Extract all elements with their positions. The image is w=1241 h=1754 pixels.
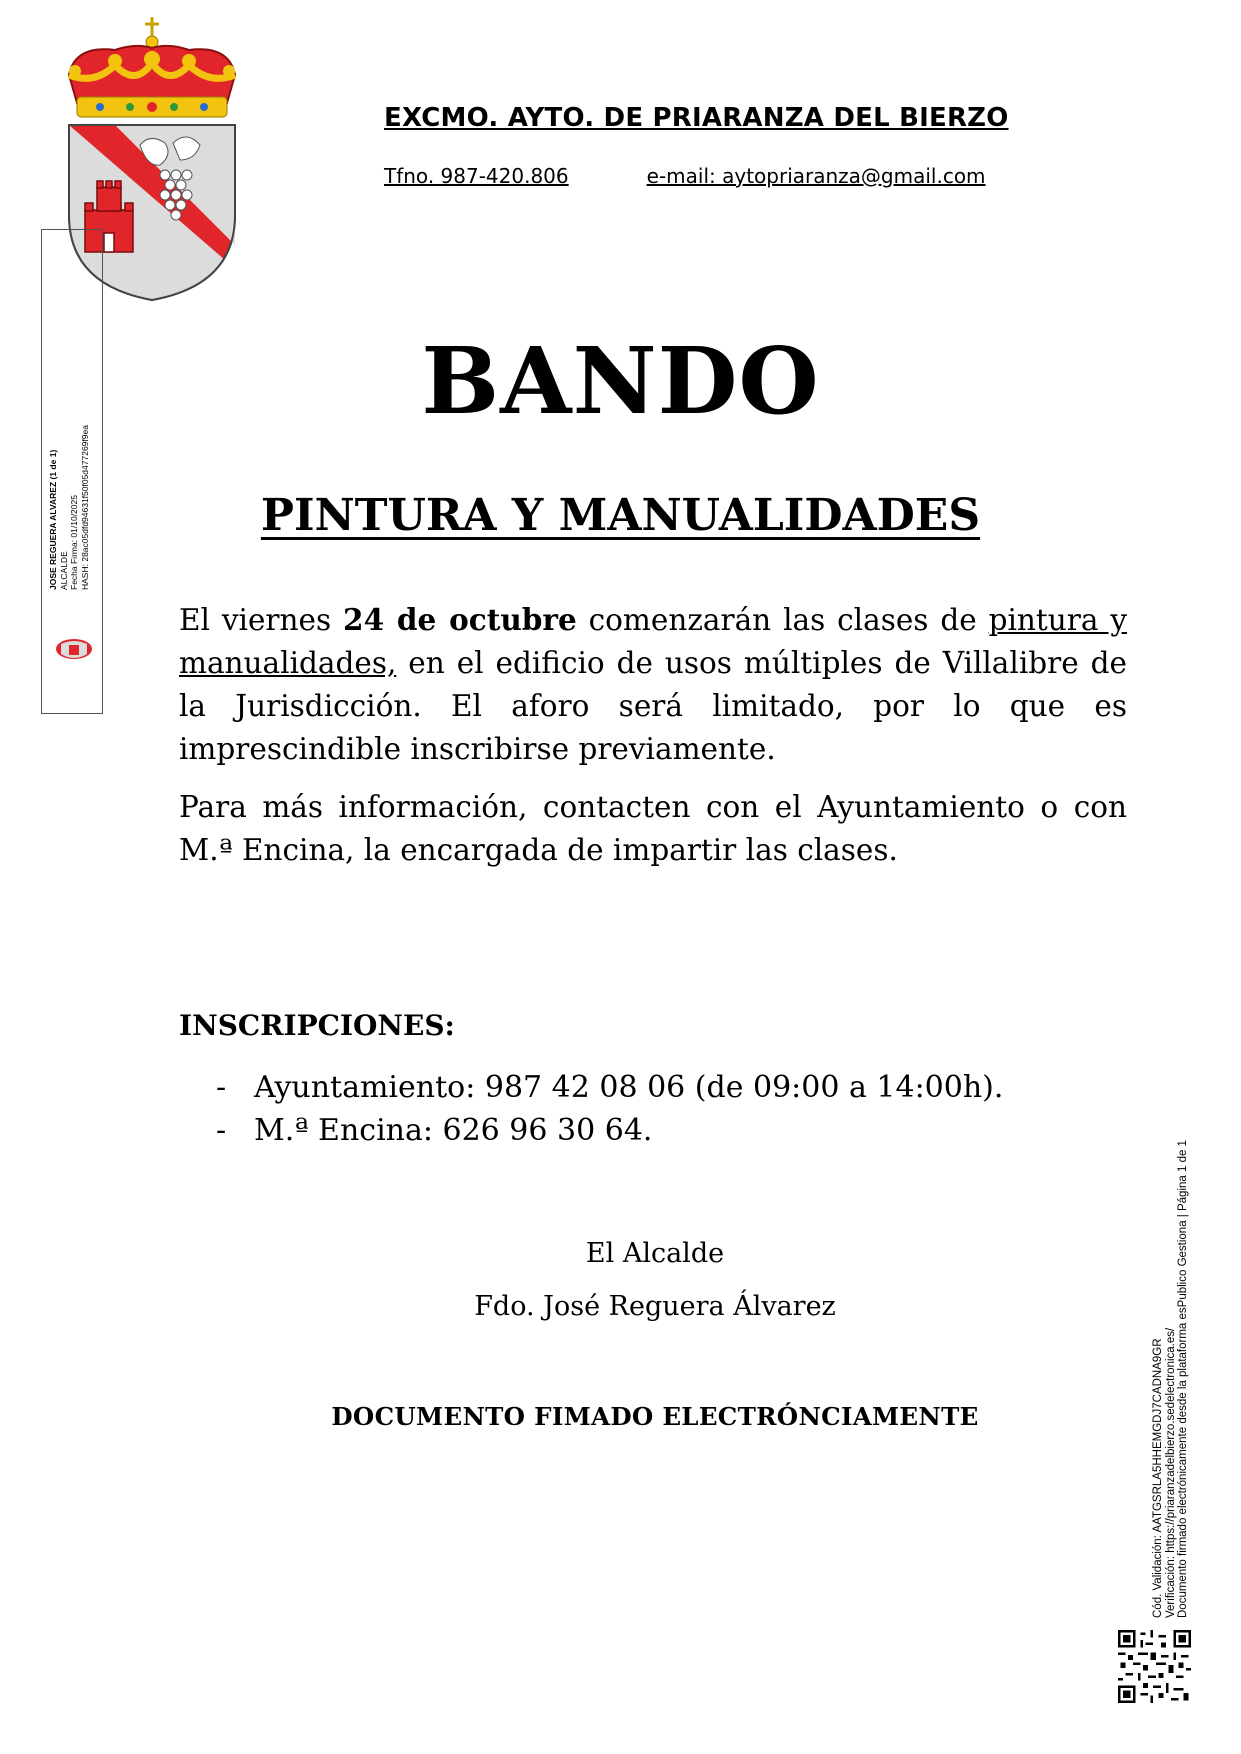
inscriptions-heading: INSCRIPCIONES: bbox=[179, 1009, 455, 1042]
text-run: comenzarán las clases de bbox=[576, 603, 989, 637]
mini-crest-icon bbox=[49, 636, 99, 662]
list-item-text: Ayuntamiento: 987 42 08 06 (de 09:00 a 14:00h). bbox=[254, 1070, 1004, 1105]
stamp-date: Fecha Firma: 01/10/2025 bbox=[69, 495, 79, 590]
paragraph-announcement bbox=[179, 598, 1127, 771]
page-subtitle: PINTURA Y MANUALIDADES bbox=[260, 490, 981, 541]
list-item: - M.ª Encina: 626 96 30 64. bbox=[216, 1113, 653, 1148]
email-address: e-mail: aytopriaranza@gmail.com bbox=[646, 164, 986, 188]
page-title: BANDO bbox=[421, 327, 820, 435]
paragraph-info: Para más información, contacten con el Ayuntamiento o con M.ª Encina, la encargada de impartir las clases. bbox=[179, 790, 1127, 867]
event-date: 24 de octubre bbox=[343, 602, 577, 637]
qr-code-icon bbox=[1118, 1630, 1191, 1703]
verification-url: Verificación: https://priaranzadelbierzo.sedelectronica.es/ bbox=[1164, 1327, 1177, 1618]
validation-code: Cód. Validación: AATGSRLA5HHEMGDJ7CADNA9GR bbox=[1152, 1338, 1164, 1618]
stamp-role: ALCALDE bbox=[58, 551, 69, 590]
activity-name: pintura y manualidades, bbox=[179, 603, 1128, 680]
stamp-signer: JOSE REGUERA ALVAREZ (1 de 1) bbox=[48, 449, 58, 590]
platform-note: Documento firmado electrónicamente desde la plataforma esPublico Gestiona | Página 1 de 1 bbox=[1177, 1140, 1189, 1618]
crown-icon bbox=[69, 17, 235, 117]
inscriptions-list bbox=[216, 1066, 1003, 1152]
signer-name: Fdo. José Reguera Álvarez bbox=[474, 1291, 836, 1322]
text-run: El viernes bbox=[179, 603, 344, 637]
institution-title: EXCMO. AYTO. DE PRIARANZA DEL BIERZO bbox=[384, 103, 1009, 133]
list-item-text: M.ª Encina: 626 96 30 64. bbox=[254, 1113, 653, 1148]
text-run: en el edificio de usos múltiples de Villalibre de la Jurisdicción. El aforo será limitado, por lo que es imprescindible inscribirse previamente. bbox=[179, 646, 1127, 766]
list-item: - Ayuntamiento: 987 42 08 06 (de 09:00 a 14:00h). bbox=[216, 1070, 1004, 1105]
phone-number: Tfno. 987-420.806 bbox=[384, 164, 569, 188]
signer-role: El Alcalde bbox=[585, 1238, 725, 1269]
electronic-signature-note: DOCUMENTO FIMADO ELECTRÓNCIAMENTE bbox=[331, 1402, 979, 1431]
stamp-hash: HASH: 28ac05dfd94631f50f05d477269f9ea bbox=[79, 425, 90, 590]
contact-line bbox=[384, 164, 986, 188]
verification-text bbox=[1152, 1140, 1190, 1618]
